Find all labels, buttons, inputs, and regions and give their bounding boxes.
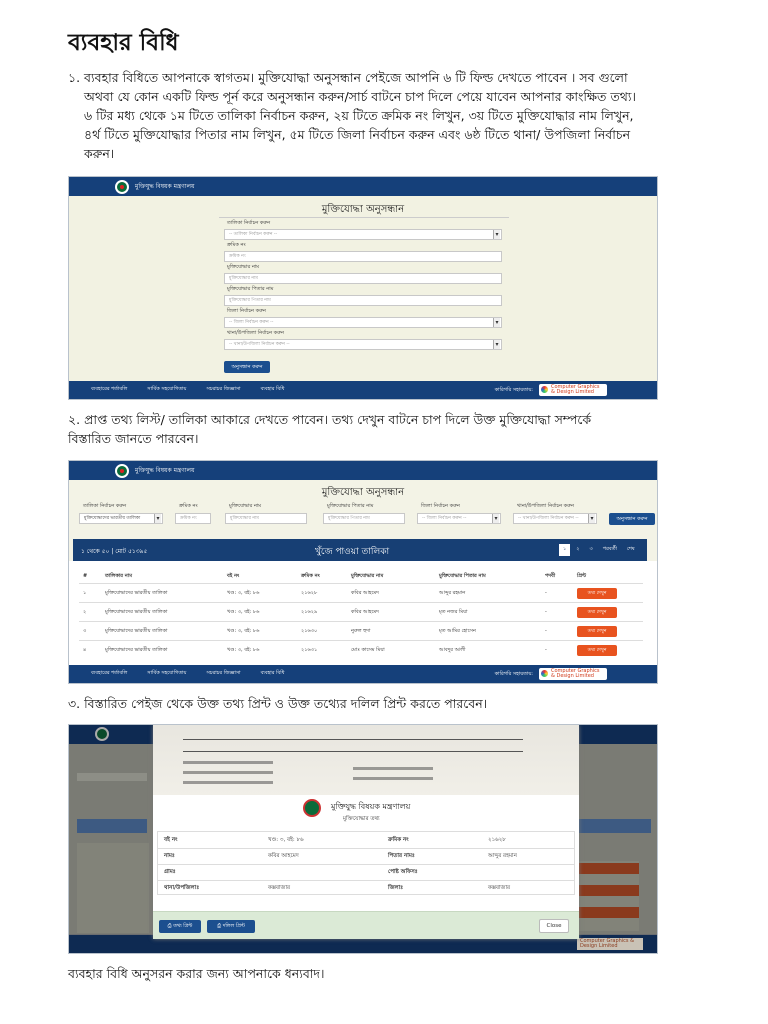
serial-label: ক্রমিক নং	[388, 837, 409, 843]
view-info-button[interactable]: তথ্য দেখুন	[577, 626, 617, 637]
closing-text: ব্যবহার বিধি অনুসরন করার জন্য আপনাকে ধন্যবাদ।	[68, 966, 325, 981]
step1-line: করুন।	[84, 146, 115, 161]
step3-text: ৩. বিস্তারিত পেইজ থেকে উক্ত তথ্য প্রিন্ট ও উক্ত তথ্যের দলিল প্রিন্ট করতে পারবেন।	[68, 696, 488, 711]
name-input[interactable]: মুক্তিযোদ্ধার নাম	[224, 273, 502, 284]
thana-select[interactable]: -- থানা/উপজিলা নির্বাচন করুন -- ▾	[224, 339, 502, 350]
table-row: ৩ মুক্তিযোদ্ধাদের ভারতীয় তালিকা খণ্ড: ৩, বই: ৮৬ ২১৬৩০ নুরুল হুদা মৃত আমির হোসেন - তথ্য দেখুন	[79, 621, 643, 640]
name-label: মুক্তিযোদ্ধার নাম	[229, 503, 262, 509]
name-label: মুক্তিযোদ্ধার নাম	[227, 264, 260, 270]
district-select[interactable]: -- জিলা নির্বাচন করুন -- ▾	[417, 513, 501, 524]
serial-input[interactable]: ক্রমিক নং	[224, 251, 502, 262]
father-value: আব্দুর রহমান	[488, 853, 517, 859]
page-link[interactable]: ৩	[589, 546, 593, 552]
search-title: মুক্তিযোদ্ধা অনুসন্ধান	[321, 487, 405, 498]
col-header: মুক্তিযোদ্ধার নাম	[351, 573, 384, 579]
govt-logo-icon	[303, 799, 321, 817]
footer-link[interactable]: সচরাচর জিজ্ঞাসা	[206, 386, 241, 392]
footer-link[interactable]: ব্যবহার বিধি	[260, 386, 285, 392]
ministry-name: মুক্তিযুদ্ধ বিষয়ক মন্ত্রণালয়	[135, 183, 195, 190]
post-label: পোষ্ট অফিসঃ	[388, 869, 418, 875]
detail-table	[157, 831, 575, 895]
footer-credit-label: কারিগরি সহায়তায়:	[494, 387, 533, 393]
name-label: নামঃ	[164, 853, 175, 859]
serial-label: ক্রমিক নং	[227, 242, 246, 248]
close-button[interactable]: Close	[539, 919, 569, 933]
table-row: ৪ মুক্তিযোদ্ধাদের ভারতীয় তালিকা খণ্ড: ৩, বই: ৮৬ ২১৬৩১ মোঃ কাসেম মিয়া আবদুর আলী - তথ্য দেখুন	[79, 640, 643, 659]
district-label: জিলা নির্বাচন করুন	[227, 308, 266, 314]
search-button[interactable]: অনুসন্ধান করুন	[609, 513, 655, 525]
detail-screenshot	[68, 724, 658, 954]
step1-line: অথবা যে কোন একটি ফিল্ড পূর্ন করে অনুসন্ধান করুন/সার্চ বাটনে চাপ দিলে পেয়ে যাবেন আপনার কাংক্ষিত তথ্য।	[84, 89, 636, 104]
view-info-button[interactable]: তথ্য দেখুন	[577, 588, 617, 599]
footer-link[interactable]: সার্বিক সহযোগিতায়	[147, 386, 187, 392]
father-label: মুক্তিযোদ্ধার পিতার নাম	[327, 503, 374, 509]
col-header: মুক্তিযোদ্ধার পিতার নাম	[439, 573, 486, 579]
step2-text	[68, 410, 591, 448]
table-row: ২ মুক্তিযোদ্ধাদের ভারতীয় তালিকা খণ্ড: ৩, বই: ৮৬ ২১৬২৯ কবির আহমেদ মৃত নজর মিয়া - তথ্য দেখুন	[79, 602, 643, 621]
name-value: কবির আহমেদ	[268, 853, 299, 859]
col-header: #	[83, 573, 88, 579]
district-label: জিলাঃ	[388, 885, 404, 891]
thana-label: থানা/উপজিলা নির্বাচন করুন	[227, 330, 285, 336]
district-value: কক্সবাজার	[488, 885, 511, 891]
site-header	[69, 461, 657, 480]
page-title: ব্যবহার বিধি	[68, 30, 179, 56]
list-label: তালিকা নির্বাচন করুন	[227, 220, 271, 226]
footer-link[interactable]: ব্যবহারের শর্তাবলি	[91, 386, 128, 392]
step1-text	[68, 68, 636, 163]
col-header: প্রিন্ট	[577, 573, 587, 579]
ministry-name: মুক্তিযুদ্ধ বিষয়ক মন্ত্রণালয়	[135, 467, 195, 474]
village-label: গ্রামঃ	[164, 869, 176, 875]
list-label: তালিকা নির্বাচন করুন	[83, 503, 127, 509]
detail-modal	[153, 725, 579, 939]
search-title: মুক্তিযোদ্ধা অনুসন্ধান	[321, 204, 405, 215]
father-label: পিতার নামঃ	[388, 853, 415, 859]
view-info-button[interactable]: তথ্য দেখুন	[577, 607, 617, 618]
step1-line: ১. ব্যবহার বিধিতে আপনাকে স্বাগতম। মুক্তিযোদ্ধা অনুসন্ধান পেইজে আপনি ৬ টি ফিল্ড দেখতে পাবেন । সব গুলো	[68, 70, 628, 85]
credit-badge: Computer Graphics & Design Limited	[577, 938, 643, 950]
thana-select[interactable]: -- থানা/উপজিলা নির্বাচন করুন -- ▾	[513, 513, 597, 524]
step2-line: বিস্তারিত জানতে পারবেন।	[68, 431, 199, 446]
printer-icon: ⎙	[217, 923, 223, 929]
results-screenshot	[68, 460, 658, 684]
thana-value: কক্সবাজার	[268, 885, 291, 891]
table-row: ১ মুক্তিযোদ্ধাদের ভারতীয় তালিকা খণ্ড: ৩, বই: ৮৬ ২১৬২৮ কবির আহমেদ আব্দুর রহমান - তথ্য দেখুন	[79, 583, 643, 602]
page-link[interactable]: ২	[576, 546, 580, 552]
site-footer	[69, 381, 657, 399]
footer-link[interactable]: ব্যবহার বিধি	[260, 670, 285, 676]
result-count: ১ থেকে ৫০ | মোট ৫১৩৯৫	[81, 548, 148, 555]
results-header	[73, 539, 647, 561]
print-info-button[interactable]: ⎙ তথ্য প্রিন্ট	[159, 920, 201, 933]
page-link[interactable]: ১	[559, 544, 570, 556]
col-header: বই নং	[227, 573, 240, 579]
list-select[interactable]: মুক্তিযোদ্ধাদের ভারতীয় তালিকা ▾	[79, 513, 163, 524]
father-input[interactable]: মুক্তিযোদ্ধার পিতার নাম	[224, 295, 502, 306]
footer-link[interactable]: সার্বিক সহযোগিতায়	[147, 670, 187, 676]
next-page-link[interactable]: পরবর্তী	[602, 546, 617, 552]
site-footer	[69, 665, 657, 683]
serial-label: ক্রমিক নং	[179, 503, 198, 509]
father-label: মুক্তিযোদ্ধার পিতার নাম	[227, 286, 274, 292]
serial-input[interactable]: ক্রমিক নং	[175, 513, 211, 524]
printer-icon: ⎙	[167, 923, 174, 929]
step1-line: ৬ টির মধ্য থেকে ১ম টিতে তালিকা নির্বাচন করুন, ২য় টিতে ক্রমিক নং লিখুন, ৩য় টিতে মুক্তিযোদ্ধার নাম লিখুন,	[84, 108, 634, 123]
modal-ministry: মুক্তিযুদ্ধ বিষয়ক মন্ত্রণালয়	[331, 802, 411, 811]
book-label: বই নং	[164, 837, 178, 843]
search-button[interactable]: অনুসন্ধান করুন	[224, 361, 270, 373]
credit-badge: Computer Graphics & Design Limited	[539, 384, 607, 396]
name-input[interactable]: মুক্তিযোদ্ধার নাম	[225, 513, 307, 524]
thana-label: থানা/উপজিলাঃ	[164, 885, 200, 891]
govt-logo-icon	[115, 464, 129, 478]
footer-credit-label: কারিগরি সহায়তায়:	[494, 671, 533, 677]
thana-label: থানা/উপজিলা নির্বাচন করুন	[517, 503, 575, 509]
col-header: ক্রমিক নং	[301, 573, 320, 579]
col-header: পদবী	[545, 573, 556, 579]
book-value: খণ্ড: ৩, বই: ৮৬	[268, 837, 304, 843]
govt-logo-icon	[115, 180, 129, 194]
district-label: জিলা নির্বাচন করুন	[421, 503, 460, 509]
scanned-document-image	[153, 725, 579, 795]
step1-line: ৪র্থ টিতে মুক্তিযোদ্ধার পিতার নাম লিখুন, ৫ম টিতে জিলা নির্বাচন করুন এবং ৬ষ্ঠ টিতে থানা/ উপজিলা নির্বাচন	[84, 127, 631, 142]
col-header: তালিকার নাম	[105, 573, 133, 579]
modal-subtitle: মুক্তিযোদ্ধার তথ্য	[343, 816, 380, 822]
last-page-link[interactable]: শেষ	[626, 546, 635, 552]
results-heading: খুঁজে পাওয়া তালিকা	[315, 547, 390, 557]
step2-line: ২. প্রাপ্ত তথ্য লিস্ট/ তালিকা আকারে দেখতে পাবেন। তথ্য দেখুন বাটনে চাপ দিলে উক্ত মুক্তিযোদ্ধা সম্পর্কে	[68, 412, 592, 427]
view-info-button[interactable]: তথ্য দেখুন	[577, 645, 617, 656]
footer-link[interactable]: সচরাচর জিজ্ঞাসা	[206, 670, 241, 676]
credit-badge: Computer Graphics & Design Limited	[539, 668, 607, 680]
modal-footer	[153, 911, 579, 939]
father-input[interactable]: মুক্তিযোদ্ধার পিতার নাম	[323, 513, 405, 524]
print-document-button[interactable]: ⎙ দলিল প্রিন্ট	[207, 920, 255, 933]
list-select[interactable]: -- তালিকা নির্বাচন করুন -- ▾	[224, 229, 502, 240]
district-select[interactable]: -- জিলা নির্বাচন করুন -- ▾	[224, 317, 502, 328]
site-header	[69, 177, 657, 196]
footer-link[interactable]: ব্যবহারের শর্তাবলি	[91, 670, 128, 676]
serial-value: ২১৬২৮	[488, 837, 506, 843]
search-form-screenshot	[68, 176, 658, 400]
